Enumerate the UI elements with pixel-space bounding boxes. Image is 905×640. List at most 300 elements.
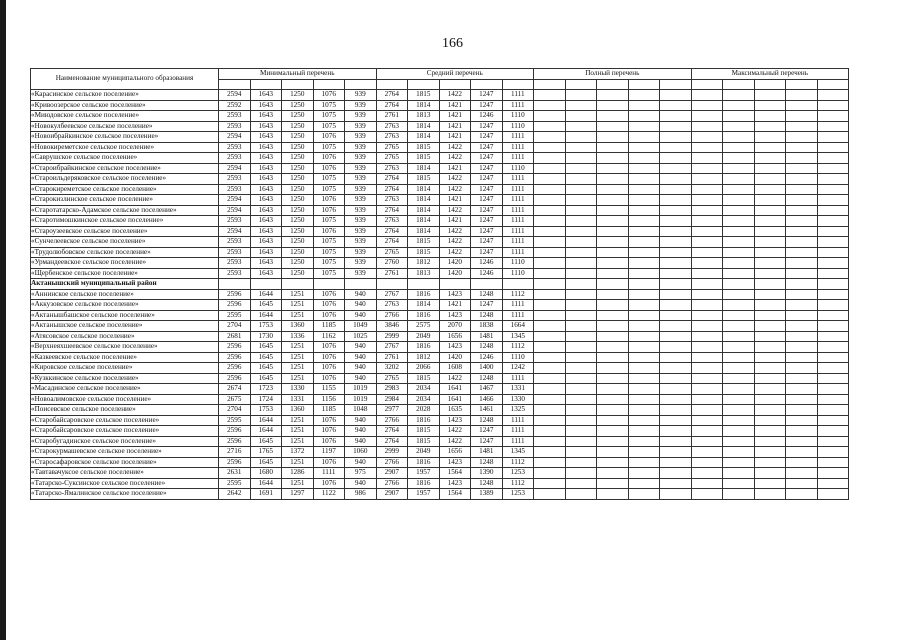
value-cell: 2593	[219, 258, 251, 269]
value-cell: 2767	[376, 289, 408, 300]
value-cell: 1251	[282, 363, 314, 374]
value-cell	[691, 468, 723, 479]
value-cell	[628, 310, 660, 321]
value-cell: 1076	[313, 205, 345, 216]
value-cell: 1112	[502, 478, 534, 489]
value-cell: 1643	[250, 121, 282, 132]
value-cell: 1019	[345, 384, 377, 395]
value-cell	[597, 132, 629, 143]
value-cell: 1250	[282, 100, 314, 111]
value-cell: 1185	[313, 405, 345, 416]
value-cell: 1250	[282, 153, 314, 164]
value-cell: 1325	[502, 405, 534, 416]
value-cell: 2596	[219, 426, 251, 437]
value-cell: 1247	[471, 153, 503, 164]
value-cell: 2767	[376, 342, 408, 353]
value-cell	[723, 321, 755, 332]
subheader-cell	[660, 79, 692, 90]
district-row	[31, 279, 849, 290]
value-cell	[597, 247, 629, 258]
value-cell	[660, 384, 692, 395]
value-cell	[754, 415, 786, 426]
value-cell: 940	[345, 289, 377, 300]
value-cell: 1423	[439, 310, 471, 321]
value-cell	[786, 100, 818, 111]
value-cell: 1815	[408, 247, 440, 258]
value-cell	[565, 184, 597, 195]
value-cell: 2593	[219, 174, 251, 185]
value-cell: 2593	[219, 237, 251, 248]
value-cell: 1643	[250, 184, 282, 195]
value-cell: 1656	[439, 331, 471, 342]
value-cell: 1643	[250, 111, 282, 122]
value-cell: 2681	[219, 331, 251, 342]
value-cell: 2049	[408, 331, 440, 342]
value-cell: 1111	[502, 174, 534, 185]
page-number: 166	[442, 36, 463, 51]
value-cell: 939	[345, 268, 377, 279]
value-cell	[565, 436, 597, 447]
value-cell	[534, 447, 566, 458]
value-cell: 1813	[408, 111, 440, 122]
value-cell	[534, 258, 566, 269]
value-cell: 1075	[313, 100, 345, 111]
value-cell: 1247	[471, 436, 503, 447]
row-name: «Аккузовское сельское поселение»	[31, 300, 219, 311]
value-cell	[786, 174, 818, 185]
value-cell	[691, 247, 723, 258]
table-row	[31, 363, 849, 374]
row-name: «Татарско-Ямалинское сельское поселение»	[31, 489, 219, 500]
value-cell: 1423	[439, 342, 471, 353]
value-cell: 2761	[376, 111, 408, 122]
table-row	[31, 121, 849, 132]
value-cell: 1423	[439, 457, 471, 468]
row-name: «Трудолюбовское сельское поселение»	[31, 247, 219, 258]
value-cell: 1643	[250, 216, 282, 227]
value-cell	[691, 489, 723, 500]
value-cell: 939	[345, 184, 377, 195]
value-cell	[817, 352, 849, 363]
value-cell	[817, 247, 849, 258]
value-cell	[786, 331, 818, 342]
value-cell: 1111	[502, 153, 534, 164]
value-cell	[817, 415, 849, 426]
value-cell: 1814	[408, 132, 440, 143]
value-cell	[597, 447, 629, 458]
row-name: «Новокиреметское сельское поселение»	[31, 142, 219, 153]
value-cell	[565, 237, 597, 248]
value-cell	[786, 447, 818, 458]
value-cell: 1111	[502, 310, 534, 321]
value-cell: 1644	[250, 415, 282, 426]
value-cell	[628, 489, 660, 500]
value-cell	[817, 226, 849, 237]
value-cell	[565, 300, 597, 311]
value-cell: 2999	[376, 331, 408, 342]
value-cell: 1643	[250, 132, 282, 143]
value-cell	[597, 195, 629, 206]
value-cell	[660, 279, 692, 290]
value-cell	[534, 216, 566, 227]
value-cell: 1112	[502, 457, 534, 468]
value-cell	[597, 321, 629, 332]
value-cell	[660, 415, 692, 426]
table-row	[31, 111, 849, 122]
value-cell: 2593	[219, 247, 251, 258]
value-cell	[786, 90, 818, 101]
value-cell	[786, 258, 818, 269]
value-cell	[628, 226, 660, 237]
value-cell: 1110	[502, 352, 534, 363]
value-cell: 2593	[219, 111, 251, 122]
value-cell	[723, 153, 755, 164]
value-cell: 1421	[439, 163, 471, 174]
value-cell: 1815	[408, 426, 440, 437]
row-name: «Новоалимовское сельское поселение»	[31, 394, 219, 405]
value-cell: 1247	[471, 163, 503, 174]
value-cell	[628, 384, 660, 395]
value-cell	[786, 268, 818, 279]
value-cell: 1815	[408, 153, 440, 164]
value-cell: 1644	[250, 426, 282, 437]
value-cell	[817, 310, 849, 321]
value-cell	[534, 111, 566, 122]
value-cell	[628, 457, 660, 468]
value-cell	[660, 247, 692, 258]
value-cell	[597, 405, 629, 416]
value-cell	[723, 132, 755, 143]
value-cell	[754, 100, 786, 111]
value-cell: 1812	[408, 352, 440, 363]
value-cell	[660, 205, 692, 216]
value-cell	[691, 268, 723, 279]
value-cell	[817, 489, 849, 500]
subheader-cell	[345, 79, 377, 90]
value-cell	[628, 142, 660, 153]
value-cell: 1730	[250, 331, 282, 342]
value-cell: 1815	[408, 174, 440, 185]
value-cell: 1075	[313, 174, 345, 185]
row-name: «Кировское сельское поселение»	[31, 363, 219, 374]
value-cell: 1248	[471, 289, 503, 300]
value-cell	[660, 489, 692, 500]
value-cell	[786, 478, 818, 489]
value-cell: 1643	[250, 237, 282, 248]
value-cell: 2765	[376, 142, 408, 153]
value-cell	[817, 184, 849, 195]
value-cell: 2764	[376, 426, 408, 437]
row-name: «Старотимошкинское сельское поселение»	[31, 216, 219, 227]
value-cell: 1247	[471, 300, 503, 311]
value-cell	[628, 289, 660, 300]
value-cell: 1644	[250, 310, 282, 321]
value-cell: 2716	[219, 447, 251, 458]
table-row	[31, 132, 849, 143]
value-cell: 1250	[282, 237, 314, 248]
value-cell	[660, 121, 692, 132]
value-cell	[534, 195, 566, 206]
value-cell	[660, 184, 692, 195]
value-cell: 1461	[471, 405, 503, 416]
table-row	[31, 100, 849, 111]
value-cell: 1422	[439, 184, 471, 195]
subheader-cell	[786, 79, 818, 90]
value-cell	[786, 415, 818, 426]
value-cell: 2596	[219, 342, 251, 353]
value-cell	[660, 195, 692, 206]
value-cell	[597, 142, 629, 153]
value-cell: 1816	[408, 310, 440, 321]
value-cell: 940	[345, 342, 377, 353]
value-cell: 940	[345, 426, 377, 437]
value-cell	[786, 363, 818, 374]
value-cell: 1635	[439, 405, 471, 416]
value-cell: 940	[345, 363, 377, 374]
value-cell: 1467	[471, 384, 503, 395]
value-cell: 1076	[313, 457, 345, 468]
value-cell: 2765	[376, 247, 408, 258]
value-cell	[754, 258, 786, 269]
value-cell	[660, 216, 692, 227]
value-cell	[691, 258, 723, 269]
value-cell: 1110	[502, 111, 534, 122]
value-cell	[628, 373, 660, 384]
value-cell	[691, 289, 723, 300]
value-cell: 1251	[282, 415, 314, 426]
table-row	[31, 258, 849, 269]
value-cell	[408, 279, 440, 290]
value-cell: 1076	[313, 426, 345, 437]
value-cell	[723, 468, 755, 479]
value-cell: 1076	[313, 310, 345, 321]
row-name: «Сунчелеевское сельское поселение»	[31, 237, 219, 248]
value-cell	[786, 216, 818, 227]
value-cell	[786, 321, 818, 332]
value-cell	[534, 153, 566, 164]
value-cell: 2034	[408, 394, 440, 405]
value-cell: 939	[345, 237, 377, 248]
value-cell: 1297	[282, 489, 314, 500]
value-cell: 2594	[219, 132, 251, 143]
value-cell	[691, 153, 723, 164]
value-cell: 1331	[502, 384, 534, 395]
value-cell	[660, 289, 692, 300]
row-name: «Щербенское сельское поселение»	[31, 268, 219, 279]
value-cell	[282, 279, 314, 290]
value-cell	[723, 331, 755, 342]
value-cell	[754, 310, 786, 321]
value-cell	[597, 163, 629, 174]
value-cell	[565, 268, 597, 279]
row-name: «Старокизлинское сельское поселение»	[31, 195, 219, 206]
value-cell: 1251	[282, 352, 314, 363]
row-name: «Татарско-Суксинское сельское поселение»	[31, 478, 219, 489]
value-cell	[628, 111, 660, 122]
value-cell	[565, 121, 597, 132]
value-cell	[723, 342, 755, 353]
value-cell: 2763	[376, 132, 408, 143]
value-cell: 1645	[250, 363, 282, 374]
value-cell	[786, 342, 818, 353]
value-cell: 1111	[502, 436, 534, 447]
value-cell: 1564	[439, 489, 471, 500]
value-cell	[660, 363, 692, 374]
value-cell	[628, 279, 660, 290]
value-cell: 1049	[345, 321, 377, 332]
value-cell	[565, 163, 597, 174]
value-cell	[628, 394, 660, 405]
value-cell: 1111	[502, 415, 534, 426]
value-cell: 1389	[471, 489, 503, 500]
value-cell	[786, 373, 818, 384]
value-cell	[691, 174, 723, 185]
data-table	[30, 68, 849, 500]
subheader-cell	[282, 79, 314, 90]
value-cell: 1250	[282, 226, 314, 237]
row-name: «Поисевское сельское поселение»	[31, 405, 219, 416]
value-cell: 939	[345, 205, 377, 216]
value-cell	[754, 205, 786, 216]
value-cell: 1422	[439, 426, 471, 437]
table-row	[31, 426, 849, 437]
value-cell: 1112	[502, 342, 534, 353]
value-cell	[754, 436, 786, 447]
value-cell	[565, 174, 597, 185]
value-cell: 939	[345, 226, 377, 237]
value-cell: 1246	[471, 268, 503, 279]
value-cell	[628, 331, 660, 342]
value-cell	[628, 352, 660, 363]
value-cell	[534, 226, 566, 237]
value-cell	[723, 363, 755, 374]
row-name: «Кузккинское сельское поселение»	[31, 373, 219, 384]
row-name: «Старокиреметское сельское поселение»	[31, 184, 219, 195]
value-cell: 1111	[502, 100, 534, 111]
value-cell: 1645	[250, 352, 282, 363]
value-cell: 2642	[219, 489, 251, 500]
row-name: «Старобугадинское сельское поселение»	[31, 436, 219, 447]
value-cell: 1048	[345, 405, 377, 416]
value-cell	[817, 121, 849, 132]
value-cell	[817, 153, 849, 164]
value-cell	[565, 247, 597, 258]
value-cell	[628, 205, 660, 216]
subheader-cell	[313, 79, 345, 90]
value-cell	[691, 331, 723, 342]
value-cell: 2763	[376, 163, 408, 174]
group-header: Минимальный перечень	[219, 69, 377, 80]
value-cell	[786, 237, 818, 248]
value-cell: 1112	[502, 289, 534, 300]
value-cell: 939	[345, 90, 377, 101]
table-row	[31, 489, 849, 500]
value-cell	[817, 468, 849, 479]
value-cell: 1075	[313, 247, 345, 258]
value-cell	[754, 279, 786, 290]
value-cell: 2631	[219, 468, 251, 479]
value-cell	[754, 195, 786, 206]
value-cell: 940	[345, 373, 377, 384]
value-cell: 1645	[250, 436, 282, 447]
value-cell: 1250	[282, 90, 314, 101]
value-cell	[597, 436, 629, 447]
value-cell: 939	[345, 132, 377, 143]
value-cell	[534, 268, 566, 279]
value-cell	[534, 384, 566, 395]
value-cell: 1251	[282, 457, 314, 468]
value-cell	[691, 310, 723, 321]
value-cell: 2594	[219, 90, 251, 101]
value-cell	[345, 279, 377, 290]
value-cell: 2596	[219, 363, 251, 374]
value-cell	[628, 342, 660, 353]
table-row	[31, 184, 849, 195]
value-cell: 2034	[408, 384, 440, 395]
value-cell	[534, 489, 566, 500]
value-cell: 1197	[313, 447, 345, 458]
value-cell: 1286	[282, 468, 314, 479]
value-cell: 1248	[471, 342, 503, 353]
value-cell: 1815	[408, 142, 440, 153]
subheader-cell	[817, 79, 849, 90]
value-cell: 2764	[376, 226, 408, 237]
value-cell: 1816	[408, 415, 440, 426]
value-cell: 1251	[282, 310, 314, 321]
value-cell	[597, 153, 629, 164]
value-cell	[565, 142, 597, 153]
value-cell	[534, 237, 566, 248]
row-name: «Староильдеряковское сельское поселение»	[31, 174, 219, 185]
value-cell: 1422	[439, 174, 471, 185]
value-cell	[313, 279, 345, 290]
value-cell: 1814	[408, 216, 440, 227]
value-cell: 1076	[313, 373, 345, 384]
value-cell	[597, 363, 629, 374]
value-cell: 1251	[282, 436, 314, 447]
value-cell: 1813	[408, 268, 440, 279]
value-cell: 1075	[313, 184, 345, 195]
value-cell	[597, 258, 629, 269]
value-cell	[660, 457, 692, 468]
value-cell: 1155	[313, 384, 345, 395]
row-name: «Атясовское сельское поселение»	[31, 331, 219, 342]
subheader-cell	[534, 79, 566, 90]
value-cell	[628, 447, 660, 458]
value-cell: 1360	[282, 321, 314, 332]
subheader-cell	[754, 79, 786, 90]
value-cell: 1110	[502, 268, 534, 279]
value-cell	[628, 174, 660, 185]
value-cell: 2764	[376, 436, 408, 447]
value-cell	[534, 373, 566, 384]
value-cell: 1111	[502, 132, 534, 143]
value-cell: 1250	[282, 163, 314, 174]
value-cell	[723, 195, 755, 206]
table-row	[31, 268, 849, 279]
value-cell: 1111	[502, 195, 534, 206]
value-cell	[660, 373, 692, 384]
value-cell: 1162	[313, 331, 345, 342]
row-name: «Новоибрайкинское сельское поселение»	[31, 132, 219, 143]
value-cell	[723, 142, 755, 153]
value-cell	[534, 415, 566, 426]
value-cell: 1656	[439, 447, 471, 458]
value-cell	[786, 153, 818, 164]
value-cell: 1421	[439, 121, 471, 132]
value-cell: 1815	[408, 373, 440, 384]
value-cell: 1246	[471, 352, 503, 363]
